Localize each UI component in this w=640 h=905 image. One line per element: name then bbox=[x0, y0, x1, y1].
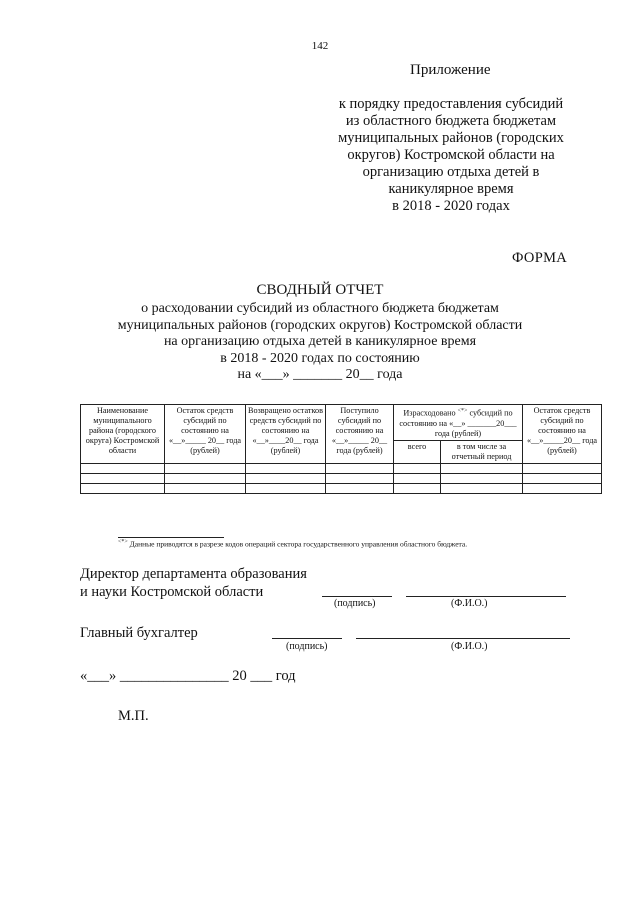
stamp-label: М.П. bbox=[118, 708, 149, 724]
footnote-mark: <*> bbox=[118, 539, 128, 545]
header-received: Поступило субсидий по состоянию на «__»_____ 20__ года (рублей) bbox=[326, 405, 394, 464]
accountant-signature-label: (подпись) bbox=[286, 641, 328, 652]
header-spent-post: субсидий по состоянию на «__» _______20___ года (рублей) bbox=[399, 408, 517, 438]
table-cell bbox=[165, 473, 246, 483]
appendix-title: Приложение bbox=[410, 62, 491, 78]
header-spent-group bbox=[394, 405, 523, 441]
footnote-divider bbox=[118, 537, 224, 538]
table-cell bbox=[81, 483, 165, 493]
report-table bbox=[80, 404, 602, 494]
footnote-ref: <*> bbox=[457, 408, 468, 414]
accountant-name-line bbox=[356, 638, 570, 639]
page-number: 142 bbox=[311, 40, 329, 52]
table-cell bbox=[165, 483, 246, 493]
accountant-title: Главный бухгалтер bbox=[80, 625, 198, 641]
appendix-line: округов) Костромской области на bbox=[347, 147, 555, 163]
appendix-line: из областного бюджета бюджетам bbox=[345, 113, 557, 129]
director-signature-line bbox=[322, 596, 392, 597]
accountant-name-label: (Ф.И.О.) bbox=[451, 641, 488, 652]
footnote-text: Данные приводятся в разрезе кодов операций сектора государственного управления областного бюджета. bbox=[129, 539, 468, 549]
table-row bbox=[81, 463, 602, 473]
table-cell bbox=[441, 463, 523, 473]
table-cell bbox=[441, 483, 523, 493]
table-cell bbox=[523, 473, 602, 483]
header-balance-start: Остаток средств субсидий по состоянию на «__»_____ 20__ года (рублей) bbox=[165, 405, 246, 464]
header-spent-pre: Израсходовано bbox=[403, 408, 456, 418]
table-cell bbox=[81, 473, 165, 483]
report-subtitle bbox=[80, 301, 560, 384]
form-label: ФОРМА bbox=[512, 250, 568, 266]
header-balance-end: Остаток средств субсидий по состоянию на «__»_____20__ года (рублей) bbox=[523, 405, 602, 464]
table-cell bbox=[394, 473, 441, 483]
header-spent-total: всего bbox=[394, 440, 441, 463]
director-name-label: (Ф.И.О.) bbox=[451, 598, 488, 609]
header-returned: Возвращено остатков средств субсидий по состоянию на «__»____20__ года (рублей) bbox=[246, 405, 326, 464]
director-title bbox=[80, 565, 307, 601]
table-cell bbox=[81, 463, 165, 473]
date-line: «___» _______________ 20 ___ год bbox=[80, 668, 296, 684]
header-municipality: Наименование муниципального района (городского округа) Костромской области bbox=[81, 405, 165, 464]
director-line: и науки Костромской области bbox=[80, 584, 264, 600]
table-cell bbox=[394, 463, 441, 473]
appendix-line: каникулярное время bbox=[388, 181, 514, 197]
report-subtitle-line: о расходовании субсидий из областного бюджета бюджетам bbox=[141, 301, 499, 316]
table-cell bbox=[441, 473, 523, 483]
table-row bbox=[81, 473, 602, 483]
table-cell bbox=[394, 483, 441, 493]
appendix-line: к порядку предоставления субсидий bbox=[338, 96, 564, 112]
report-subtitle-line: в 2018 - 2020 годах по состоянию bbox=[220, 350, 420, 366]
report-title: СВОДНЫЙ ОТЧЕТ bbox=[256, 282, 384, 298]
report-subtitle-line: на «___» _______ 20__ года bbox=[237, 367, 403, 382]
report-subtitle-line: муниципальных районов (городских округов) Костромской области bbox=[117, 317, 523, 333]
director-line: Директор департамента образования bbox=[80, 566, 307, 582]
table-cell bbox=[326, 473, 394, 483]
appendix-line: в 2018 - 2020 годах bbox=[392, 198, 510, 214]
table-cell bbox=[326, 463, 394, 473]
director-signature-label: (подпись) bbox=[334, 598, 376, 609]
accountant-signature-line bbox=[272, 638, 342, 639]
appendix-text bbox=[320, 96, 582, 215]
report-subtitle-line: на организацию отдыха детей в каникулярное время bbox=[163, 334, 477, 349]
table-cell bbox=[246, 483, 326, 493]
footnote bbox=[118, 539, 467, 549]
table-cell bbox=[523, 463, 602, 473]
header-spent-period: в том числе за отчетный период bbox=[441, 440, 523, 463]
table-cell bbox=[246, 463, 326, 473]
appendix-line: организацию отдыха детей в bbox=[362, 164, 540, 180]
table-cell bbox=[326, 483, 394, 493]
table-row bbox=[81, 483, 602, 493]
table-cell bbox=[165, 463, 246, 473]
appendix-line: муниципальных районов (городских bbox=[338, 130, 564, 146]
table-cell bbox=[246, 473, 326, 483]
table-cell bbox=[523, 483, 602, 493]
director-name-line bbox=[406, 596, 566, 597]
